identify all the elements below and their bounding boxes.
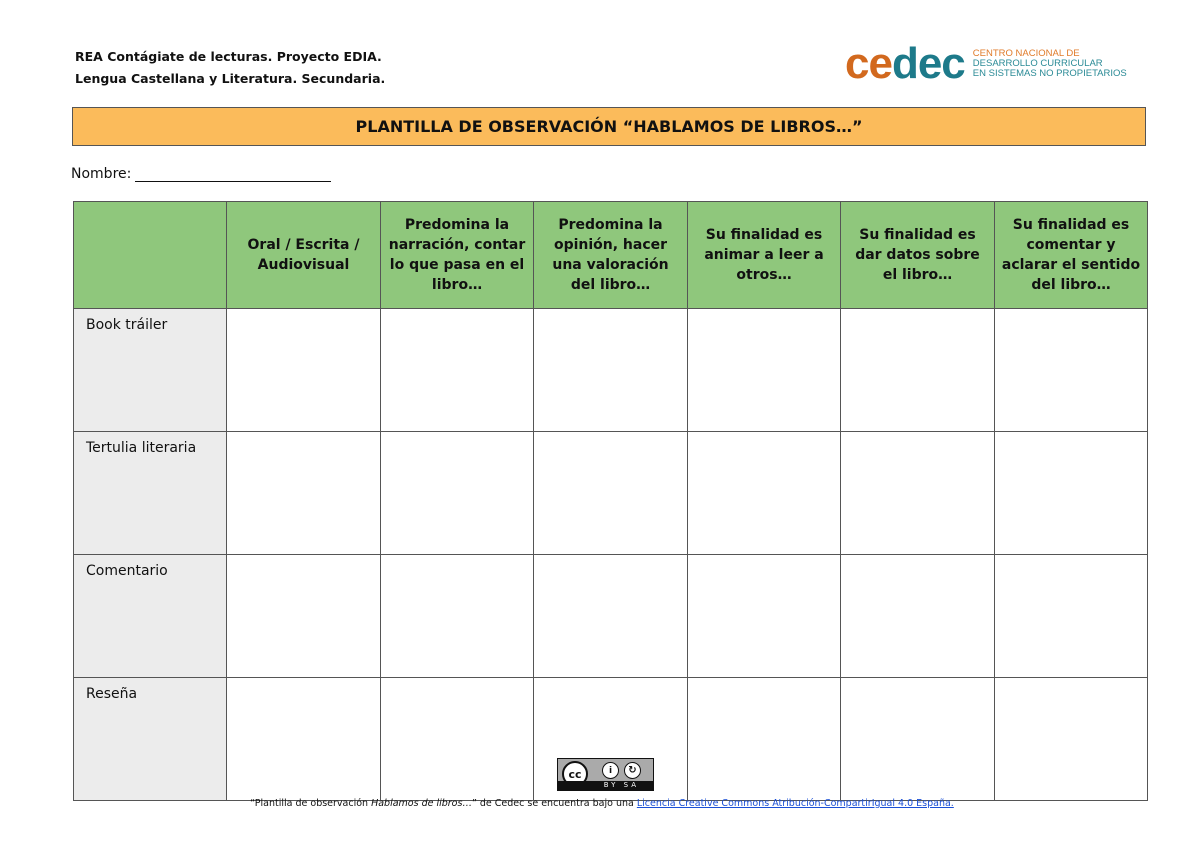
table-cell[interactable] <box>381 432 534 555</box>
table-cell[interactable] <box>841 555 995 678</box>
table-cell[interactable] <box>995 678 1148 801</box>
header-line-1: REA Contágiate de lecturas. Proyecto EDIA. <box>75 49 382 64</box>
license-text-after: ” de Cedec se encuentra bajo una <box>471 798 637 809</box>
document-header <box>75 46 385 90</box>
table-cell[interactable] <box>227 309 381 432</box>
table-cell[interactable] <box>227 678 381 801</box>
row-label: Comentario <box>74 555 227 678</box>
cc-badge-bar: BY SA <box>558 781 653 790</box>
cedec-logo <box>845 39 1127 88</box>
cc-icon: cc <box>562 761 588 787</box>
table-header-cell: Su finalidad es comentar y aclarar el sentido del libro… <box>995 202 1148 309</box>
table-header-cell: Predomina la opinión, hacer una valoración del libro… <box>534 202 688 309</box>
license-link[interactable]: Licencia Creative Commons Atribución-CompartirIgual 4.0 España. <box>636 798 954 809</box>
table-header-cell: Su finalidad es animar a leer a otros… <box>688 202 841 309</box>
table-cell[interactable] <box>381 678 534 801</box>
name-label: Nombre: <box>71 166 132 182</box>
logo-sub-line-1: CENTRO NACIONAL DE <box>972 48 1080 59</box>
table-row <box>74 555 1148 678</box>
cedec-logo-subtitle <box>973 49 1127 79</box>
table-cell[interactable] <box>688 309 841 432</box>
table-cell[interactable] <box>688 555 841 678</box>
license-footer <box>0 798 1204 809</box>
license-text-before: “Plantilla de observación <box>250 798 372 809</box>
name-field-row <box>71 166 331 182</box>
license-text-italic: Hablamos de libros… <box>371 798 472 809</box>
table-cell[interactable] <box>995 432 1148 555</box>
table-cell[interactable] <box>841 678 995 801</box>
logo-sub-line-3: EN SISTEMAS NO PROPIETARIOS <box>972 68 1127 79</box>
table-header-empty <box>74 202 227 309</box>
table-header-cell: Oral / Escrita / Audiovisual <box>227 202 381 309</box>
table-cell[interactable] <box>688 432 841 555</box>
title-banner-text: PLANTILLA DE OBSERVACIÓN “HABLAMOS DE LIBROS…” <box>355 117 863 136</box>
attribution-icon: i <box>602 762 619 779</box>
table-row <box>74 309 1148 432</box>
title-banner <box>72 107 1146 146</box>
table-cell[interactable] <box>995 309 1148 432</box>
row-label: Reseña <box>74 678 227 801</box>
row-label: Book tráiler <box>74 309 227 432</box>
table-cell[interactable] <box>227 555 381 678</box>
table-row <box>74 432 1148 555</box>
table-cell[interactable] <box>841 432 995 555</box>
table-header-cell: Predomina la narración, contar lo que pasa en el libro… <box>381 202 534 309</box>
table-cell[interactable] <box>534 555 688 678</box>
table-cell[interactable] <box>534 432 688 555</box>
share-alike-icon: ↻ <box>624 762 641 779</box>
observation-table <box>73 201 1148 801</box>
table-cell[interactable] <box>227 432 381 555</box>
table-cell[interactable] <box>381 309 534 432</box>
name-blank-line[interactable] <box>135 167 331 182</box>
logo-sub-line-2: DESARROLLO CURRICULAR <box>972 58 1103 69</box>
table-cell[interactable] <box>995 555 1148 678</box>
table-header-cell: Su finalidad es dar datos sobre el libro… <box>841 202 995 309</box>
row-label: Tertulia literaria <box>74 432 227 555</box>
cedec-logo-word: cedec <box>845 39 965 88</box>
table-cell[interactable] <box>841 309 995 432</box>
table-cell[interactable] <box>534 309 688 432</box>
table-header-row <box>74 202 1148 309</box>
table-cell[interactable] <box>688 678 841 801</box>
header-line-2: Lengua Castellana y Literatura. Secundaria. <box>75 71 386 86</box>
table-cell[interactable] <box>381 555 534 678</box>
cc-by-sa-icon[interactable] <box>557 758 654 791</box>
